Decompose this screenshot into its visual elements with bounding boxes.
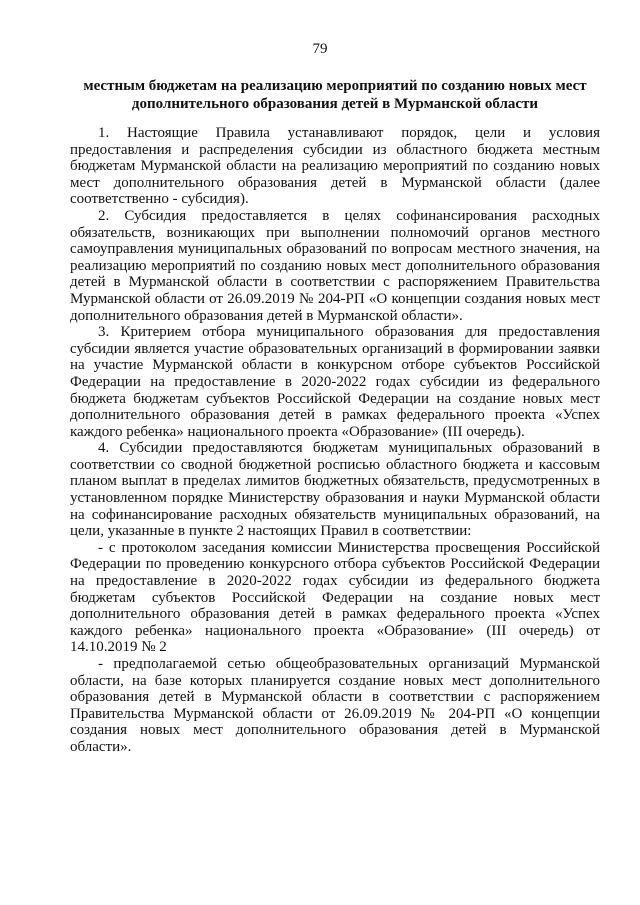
paragraph-2: 2. Субсидия предоставляется в целях софинансирования расходных обязательств, возникающих при выполнении полномочий органов местного самоуправления муниципальных образований по вопросам местного значения, на реализацию мероприятий по созданию новых мест дополнительного образования детей в Мурманской области в соответствии с распоряжением Правительства Мурманской области от 26.09.2019 № 204-РП «О концепции создания новых мест дополнительного образования детей в Мурманской области». [70,207,600,324]
heading-line-2: дополнительного образования детей в Мурманской области [131,96,539,112]
paragraph-4: 4. Субсидии предоставляются бюджетам муниципальных образований в соответствии со сводной бюджетной росписью областного бюджета и кассовым планом выплат в пределах лимитов бюджетных обязательств, предусмотренных в установленном порядке Министерству образования и науки Мурманской области на софинансирование расходных обязательств муниципальных образований, на цели, указанные в пункте 2 настоящих Правил в соответствии: [70,440,600,540]
document-body [70,125,600,756]
heading-line-1: местным бюджетам на реализацию мероприятий по созданию новых мест [83,78,587,94]
section-heading [70,77,600,113]
page-number: 79 [312,41,328,57]
paragraph-4-item-1: - с протоколом заседания комиссии Министерства просвещения Российской Федерации по проведению конкурсного отбора субъектов Российской Федерации на предоставление в 2020-2022 годах субсидии из федерального бюджета бюджетам субъектов Российской Федерации на создание новых мест дополнительного образования детей в рамках федерального проекта «Успех каждого ребенка» национального проекта «Образование» (III очередь) от 14.10.2019 № 2 [70,539,600,656]
paragraph-4-item-2: - предполагаемой сетью общеобразовательных организаций Мурманской области, на базе которых планируется создание новых мест дополнительного образования детей в Мурманской области в соответствии с распоряжением Правительства Мурманской области от 26.09.2019 № 204-РП «О концепции создания новых мест дополнительного образования детей в Мурманской области». [70,656,600,755]
paragraph-1: 1. Настоящие Правила устанавливают порядок, цели и условия предоставления и распределения субсидии из областного бюджета местным бюджетам Мурманской области на реализацию мероприятий по созданию новых мест дополнительного образования детей в Мурманской области (далее соответственно - субсидия). [70,125,600,208]
paragraph-3: 3. Критерием отбора муниципального образования для предоставления субсидии является участие образовательных организаций в формировании заявки на участие Мурманской области в конкурсном отборе субъектов Российской Федерации на предоставление в 2020-2022 годах субсидии из федерального бюджета бюджетам субъектов Российской Федерации на создание новых мест дополнительного образования детей в рамках федерального проекта «Успех каждого ребенка» национального проекта «Образование» (III очередь). [70,324,600,440]
